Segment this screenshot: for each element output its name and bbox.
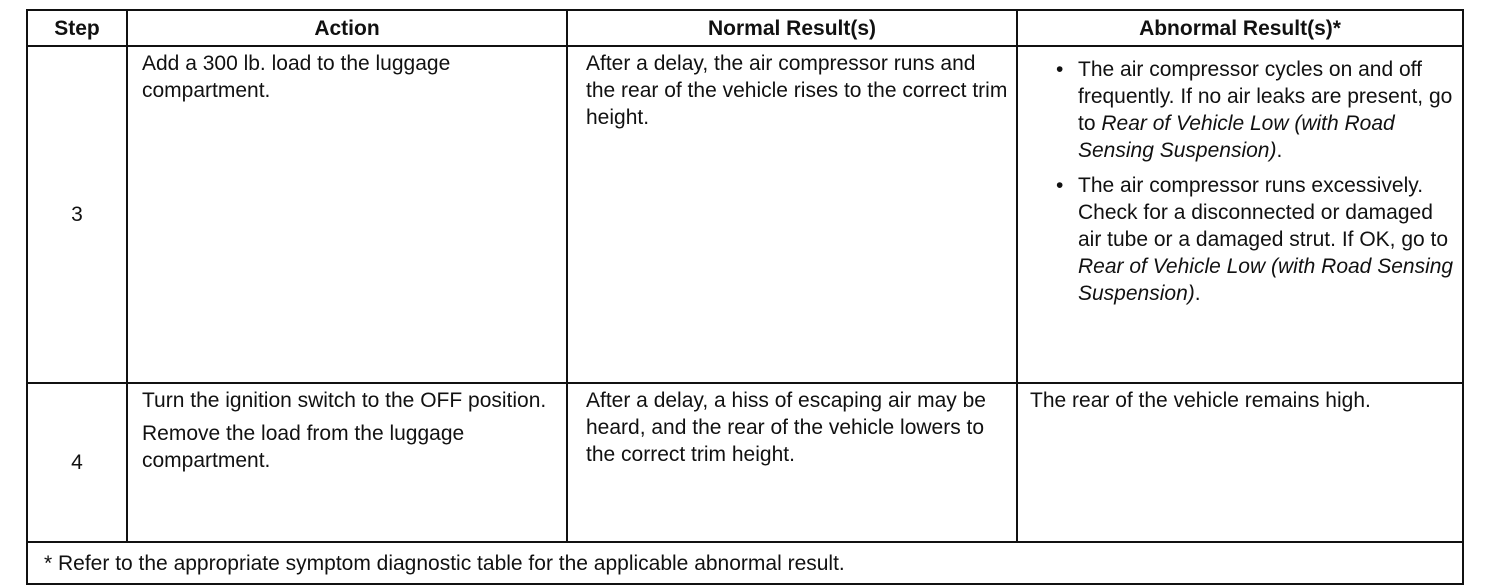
cross-reference: Rear of Vehicle Low (with Road Sensing Suspension) [1078, 255, 1454, 305]
diagnostic-table [26, 9, 1464, 585]
abnormal-result-text: The air compressor cycles on and off frequently. If no air leaks are present, go to [1078, 58, 1453, 135]
bullet-icon: • [1056, 58, 1064, 81]
normal-result-cell [567, 46, 1017, 383]
list-item [1056, 172, 1454, 307]
abnormal-result-text: The air compressor runs excessively. Check for a disconnected or damaged air tube or a damaged strut. If OK, go to [1078, 174, 1449, 251]
action-cell [127, 46, 567, 383]
step-number: 3 [27, 46, 127, 383]
list-item [1056, 56, 1454, 164]
normal-result-text: After a delay, a hiss of escaping air may be heard, and the rear of the vehicle lowers to the correct trim height. [586, 389, 986, 466]
abnormal-result-cell [1017, 46, 1463, 383]
action-text: Add a 300 lb. load to the luggage compartment. [142, 52, 451, 102]
header-normal-results: Normal Result(s) [567, 10, 1017, 46]
header-abnormal-results: Abnormal Result(s)* [1017, 10, 1463, 46]
footnote: * Refer to the appropriate symptom diagnostic table for the applicable abnormal result. [27, 542, 1463, 584]
action-cell [127, 383, 567, 542]
action-text: Turn the ignition switch to the OFF position. [142, 389, 547, 412]
header-action: Action [127, 10, 567, 46]
sentence-end: . [1276, 139, 1283, 162]
header-step: Step [27, 10, 127, 46]
sentence-end: . [1194, 282, 1201, 305]
normal-result-cell [567, 383, 1017, 542]
abnormal-result-cell [1017, 383, 1463, 542]
table-row [27, 383, 1463, 542]
step-number: 4 [27, 383, 127, 542]
table-row [27, 46, 1463, 383]
diagnostic-table-document [26, 9, 1462, 585]
abnormal-result-text: The rear of the vehicle remains high. [1030, 389, 1371, 412]
normal-result-text: After a delay, the air compressor runs and the rear of the vehicle rises to the correct trim height. [586, 52, 1008, 129]
cross-reference: Rear of Vehicle Low (with Road Sensing Suspension) [1078, 112, 1395, 162]
abnormal-result-list [1030, 56, 1454, 307]
action-text: Remove the load from the luggage compartment. [142, 422, 465, 472]
footnote-row [27, 542, 1463, 584]
header-row [27, 10, 1463, 46]
bullet-icon: • [1056, 174, 1064, 197]
